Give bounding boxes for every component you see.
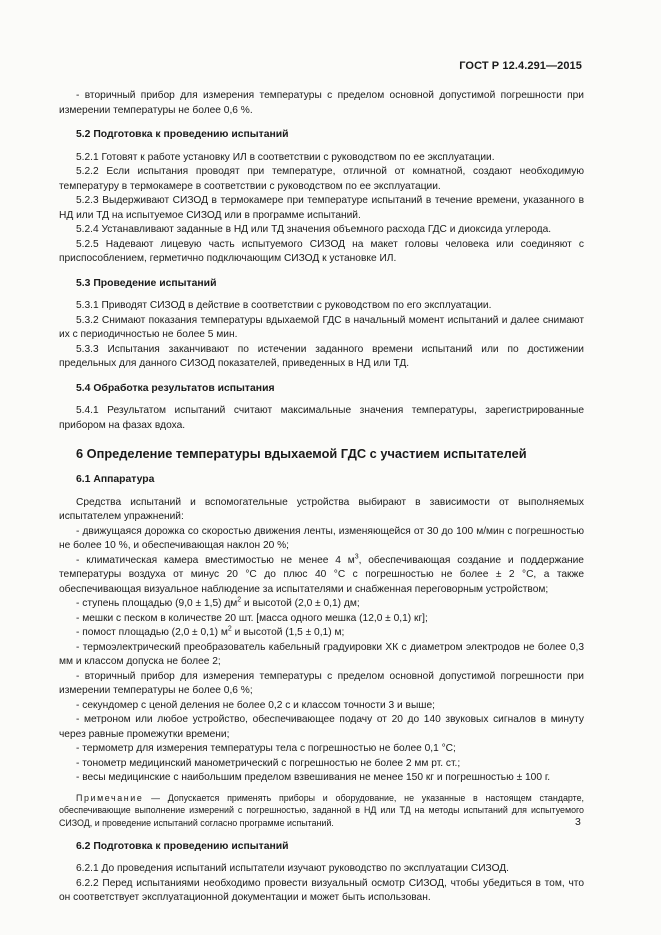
chapter-heading-6: 6 Определение температуры вдыхаемой ГДС с участием испытателей xyxy=(76,446,527,461)
list-item xyxy=(59,597,584,612)
note-text: — Допускается применять приборы и оборудование, не указанные в настоящем стандарте, обеспечивающие выполнение измерений с погрешностью, заданной в НД или ТД на методы испытаний для испытуемого СИЗОД, и проведение испытаний согласно программе испытаний. xyxy=(59,792,584,829)
text-run: , обеспечивающая создание и поддержание температуры воздуха от минус 20 °C до плюс 40 °C с погрешностью не более ± 2 °C, а также обеспечивающая визуальное наблюдение за испытателями и снабженная переговорным устройством; xyxy=(59,554,584,595)
list-item: - весы медицинские с наибольшим пределом взвешивания не менее 150 кг и погрешностью ± 100 г. xyxy=(76,772,551,783)
list-item xyxy=(59,626,584,641)
paragraph: 6.2.2 Перед испытаниями необходимо провести визуальный осмотр СИЗОД, чтобы убедиться в том, что он соответствует эксплуатационной документации и может быть использован. xyxy=(59,877,584,904)
paragraph: 5.2.4 Устанавливают заданные в НД или ТД значения объемного расхода ГДС и диоксида углерода. xyxy=(76,224,552,235)
paragraph: 5.3.2 Снимают показания температуры вдыхаемой ГДС в начальный момент испытаний и далее снимают их с периодичностью не более 5 мин. xyxy=(59,314,584,340)
paragraph: 5.4.1 Результатом испытаний считают максимальные значения температуры, зарегистрированные прибором на фазах вдоха. xyxy=(59,405,584,431)
paragraph: 5.2.2 Если испытания проводят при температуре, отличной от комнатной, создают необходимую температуру в термокамере в соответствии с руководством по ее эксплуатации. xyxy=(59,166,584,192)
document-body xyxy=(59,89,584,906)
paragraph: 5.2.3 Выдерживают СИЗОД в термокамере при температуре испытаний в течение времени, указанного в НД или ТД на испытуемое СИЗОД или в программе испытаний. xyxy=(59,195,584,221)
list-item: - мешки с песком в количестве 20 шт. [масса одного мешка (12,0 ± 0,1) кг]; xyxy=(76,612,428,624)
superscript: 2 xyxy=(237,596,242,604)
text-run: - помост площадью (2,0 ± 0,1) м xyxy=(76,627,228,638)
list-item: - движущаяся дорожка со скоростью движения ленты, изменяющейся от 30 до 100 м/мин с погрешностью не более 10 %, и обеспечивающая наклон 20 %; xyxy=(59,525,584,551)
section-heading-5-3: 5.3 Проведение испытаний xyxy=(76,277,217,289)
list-item: - секундомер с ценой деления не более 0,2 с и классом точности 3 и выше; xyxy=(76,699,435,711)
paragraph: 5.3.3 Испытания заканчивают по истечении заданного времени испытаний или по достижении предельных для данного СИЗОД показателей, приведенных в НД или ТД. xyxy=(59,343,584,369)
paragraph: 5.2.1 Готовят к работе установку ИЛ в соответствии с руководством по ее эксплуатации. xyxy=(76,151,495,163)
paragraph: 5.2.5 Надевают лицевую часть испытуемого СИЗОД на макет головы человека или соединяют с приспособлением, герметично подключающим СИЗОД к установке ИЛ. xyxy=(59,238,584,264)
page-number: 3 xyxy=(575,816,581,828)
note xyxy=(59,792,584,830)
paragraph: Средства испытаний и вспомогательные устройства выбирают в зависимости от выполняемых испытателем упражнений: xyxy=(59,496,584,522)
paragraph: - вторичный прибор для измерения температуры с пределом основной допустимой погрешности при измерении температуры не более 0,6 %. xyxy=(59,90,584,116)
list-item: - термометр для измерения температуры тела с погрешностью не более 0,1 °C; xyxy=(76,743,456,754)
text-run: - ступень площадью (9,0 ± 1,5) дм xyxy=(76,598,238,609)
list-item xyxy=(59,554,584,598)
section-heading-6-1: 6.1 Аппаратура xyxy=(76,474,155,485)
text-run: - климатическая камера вместимостью не менее 4 м xyxy=(76,554,355,566)
section-heading-5-4: 5.4 Обработка результатов испытания xyxy=(76,382,275,394)
note-label: Примечание xyxy=(76,792,144,803)
list-item: - тонометр медицинский манометрический с погрешностью не более 2 мм рт. ст.; xyxy=(76,757,461,769)
document-header: ГОСТ Р 12.4.291—2015 xyxy=(459,60,582,72)
section-heading-5-2: 5.2 Подготовка к проведению испытаний xyxy=(76,129,289,140)
text-run: и высотой (2,0 ± 0,1) дм; xyxy=(241,598,360,609)
superscript: 3 xyxy=(354,553,359,561)
text-run: и высотой (1,5 ± 0,1) м; xyxy=(231,627,345,638)
paragraph: 5.3.1 Приводят СИЗОД в действие в соответствии с руководством по его эксплуатации. xyxy=(76,300,492,311)
section-heading-6-2: 6.2 Подготовка к проведению испытаний xyxy=(76,840,289,852)
list-item: - метроном или любое устройство, обеспечивающее подачу от 20 до 140 звуковых сигналов в минуту через равные промежутки времени; xyxy=(59,714,584,740)
paragraph: 6.2.1 До проведения испытаний испытатели изучают руководство по эксплуатации СИЗОД. xyxy=(76,863,510,875)
list-item: - термоэлектрический преобразователь кабельный градуировки ХК с диаметром электродов не более 0,3 мм и классом допуска не более 2; xyxy=(59,641,584,667)
list-item: - вторичный прибор для измерения температуры с пределом основной допустимой погрешности при измерении температуры не более 0,6 %; xyxy=(59,670,584,696)
superscript: 2 xyxy=(227,625,232,633)
